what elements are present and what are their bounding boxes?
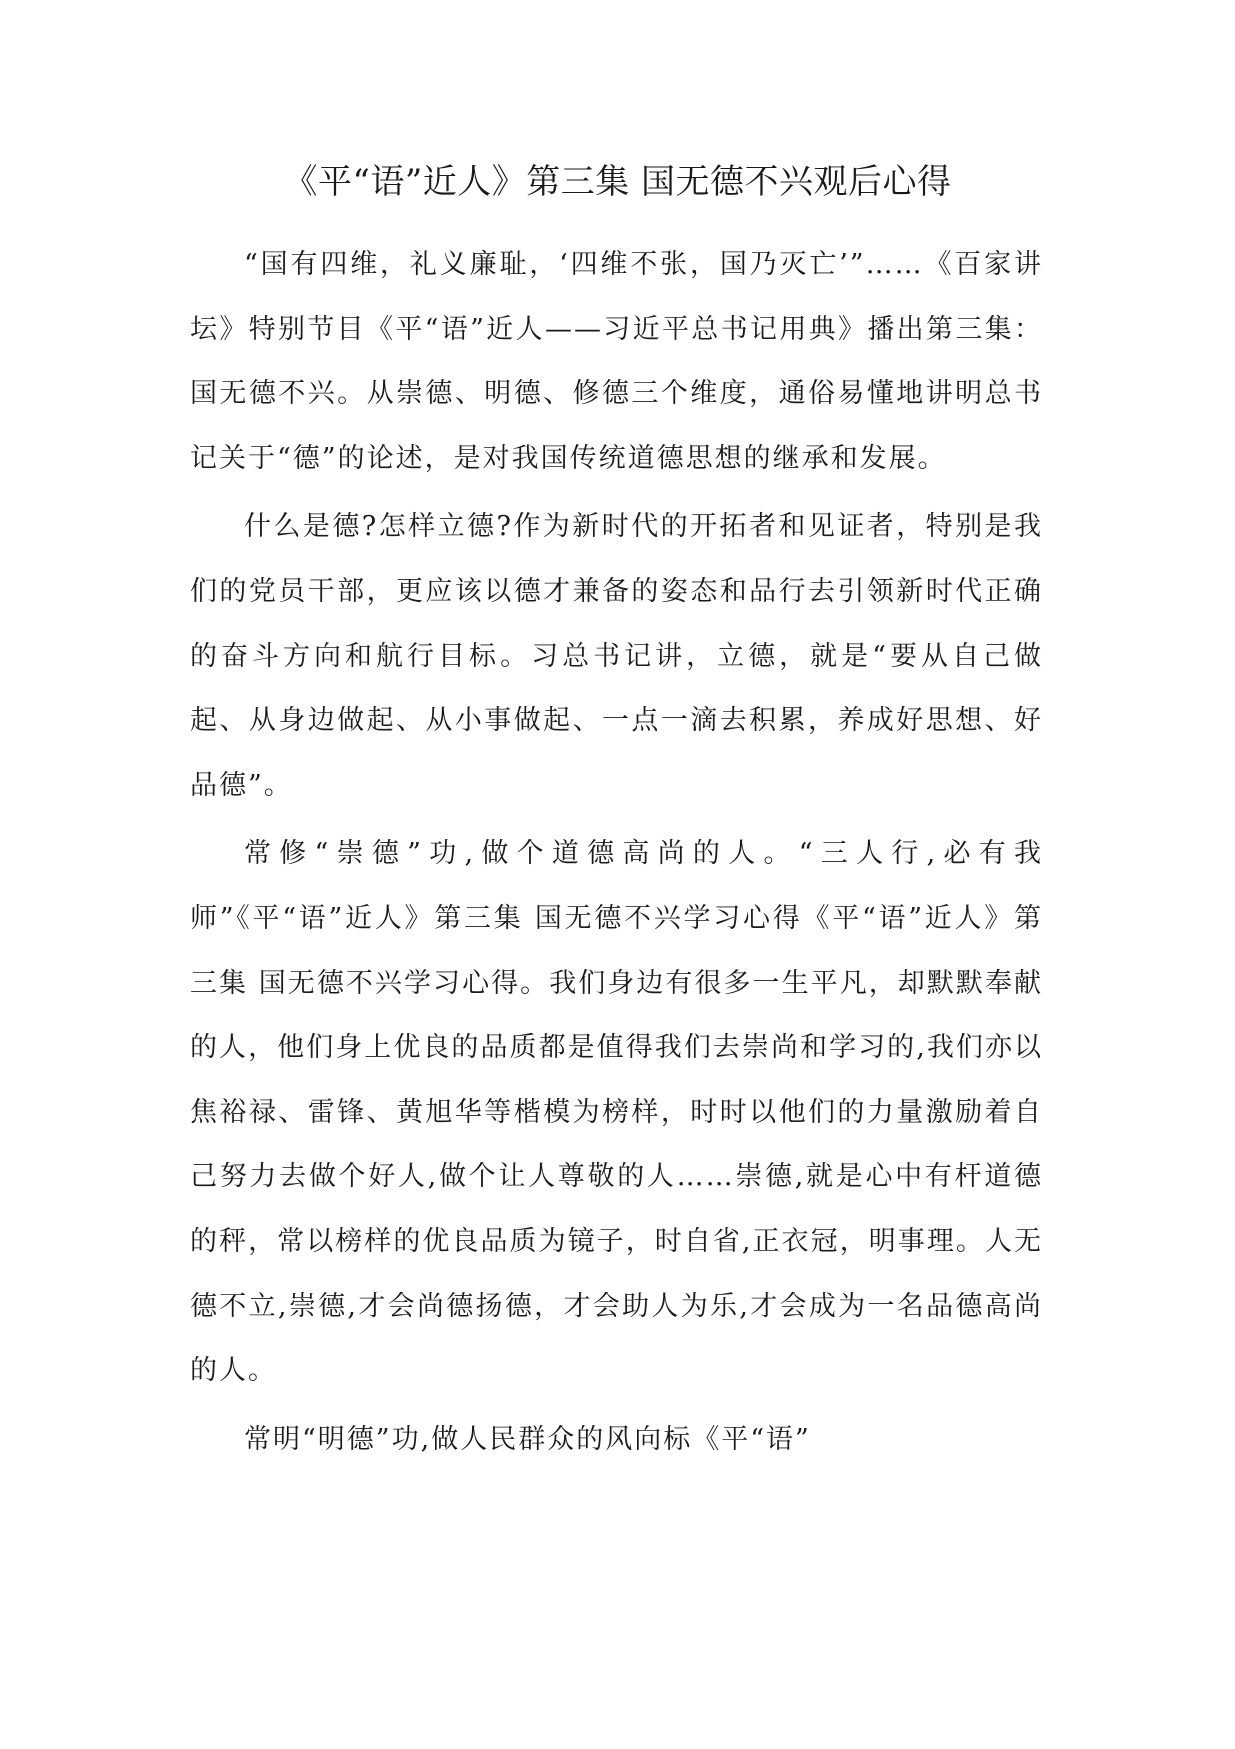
paragraph-what-is-virtue: 什么是德?怎样立德?作为新时代的开拓者和见证者，特别是我们的党员干部，更应该以德才兼备的姿态和品行去引领新时代正确的奋斗方向和航行目标。习总书记讲，立德，就是“要从自己做起、从身边做起、从小事做起、一点一滴去积累，养成好思想、好品德”。 — [190, 511, 1043, 801]
document-body — [190, 233, 1043, 1476]
paragraph-intro: “国有四维，礼义廉耻，‘四维不张，国乃灭亡’”……《百家讲坛》特别节目《平“语”近人——习近平总书记用典》播出第三集：国无德不兴。从崇德、明德、修德三个维度，通俗易懂地讲明总书记关于“德”的论述，是对我国传统道德思想的继承和发展。 — [190, 249, 1043, 474]
paragraph-mingde: 常明“明德”功,做人民群众的风向标《平“语” — [244, 1423, 811, 1455]
document-title: 《平“语”近人》第三集 国无德不兴观后心得 — [283, 162, 952, 202]
paragraph-chongde: 常修“崇德”功,做个道德高尚的人。“三人行,必有我师”《平“语”近人》第三集 国无德不兴学习心得《平“语”近人》第三集 国无德不兴学习心得。我们身边有很多一生平凡，却默默奉献的人，他们身上优良的品质都是值得我们去崇尚和学习的,我们亦以焦裕禄、雷锋、黄旭华等楷模为榜样，时时以他们的力量激励着自己努力去做个好人,做个让人尊敬的人……崇德,就是心中有杆道德的秤，常以榜样的优良品质为镜子，时自省,正衣冠，明事理。人无德不立,崇德,才会尚德扬德，才会助人为乐,才会成为一名品德高尚的人。 — [190, 838, 1043, 1387]
